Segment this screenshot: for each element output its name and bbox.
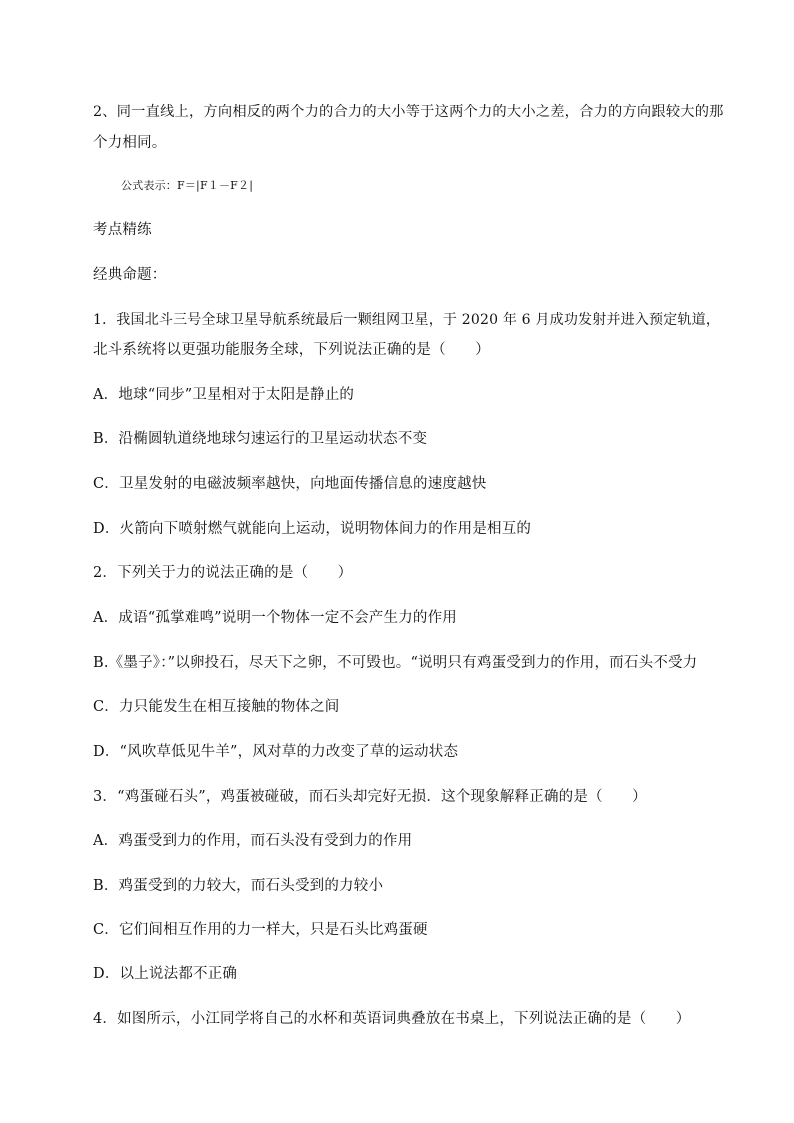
principle-line-1: 2、同一直线上，方向相反的两个力的合力的大小等于这两个力的大小之差，合力的方向跟较大的那 xyxy=(93,104,724,120)
question-1-option-b: B．沿椭圆轨道绕地球匀速运行的卫星运动状态不变 xyxy=(93,431,428,447)
question-2-option-d: D．“风吹草低见牛羊”，风对草的力改变了草的运动状态 xyxy=(93,744,459,760)
question-2: 2．下列关于力的说法正确的是（ ） xyxy=(93,565,353,581)
question-1-line-1: 1．我国北斗三号全球卫星导航系统最后一颗组网卫星，于 2020 年 6 月成功发射并进入预定轨道， xyxy=(93,312,721,328)
question-1-option-d: D．火箭向下喷射燃气就能向上运动，说明物体间力的作用是相互的 xyxy=(93,521,532,537)
question-3-option-c: C．它们间相互作用的力一样大，只是石头比鸡蛋硬 xyxy=(93,922,428,938)
question-2-option-b: B.《墨子》：”以卵投石，尽天下之卵，不可毁也。“说明只有鸡蛋受到力的作用，而石头不受力 xyxy=(93,655,698,671)
subsection-heading: 经典命题： xyxy=(93,267,167,283)
principle-line-2: 个力相同。 xyxy=(93,135,167,151)
formula-line: 公式表示：F＝|F１－F２| xyxy=(121,179,254,192)
question-2-option-a: A．成语“孤掌难鸣”说明一个物体一定不会产生力的作用 xyxy=(93,610,457,626)
question-1-option-c: C．卫星发射的电磁波频率越快，向地面传播信息的速度越快 xyxy=(93,476,487,492)
question-3: 3．“鸡蛋碰石头”，鸡蛋被碰破，而石头却完好无损．这个现象解释正确的是（ ） xyxy=(93,789,647,805)
question-2-option-c: C．力只能发生在相互接触的物体之间 xyxy=(93,699,340,715)
question-1-line-2: 北斗系统将以更强功能服务全球，下列说法正确的是（ ） xyxy=(93,342,490,358)
question-3-option-d: D．以上说法都不正确 xyxy=(93,966,238,982)
question-3-option-a: A．鸡蛋受到力的作用，而石头没有受到力的作用 xyxy=(93,833,413,849)
question-1-option-a: A．地球“同步”卫星相对于太阳是静止的 xyxy=(93,387,355,403)
question-3-option-b: B．鸡蛋受到的力较大，而石头受到的力较小 xyxy=(93,878,384,894)
section-heading: 考点精练 xyxy=(93,222,152,238)
question-4: 4．如图所示，小江同学将自己的水杯和英语词典叠放在书桌上，下列说法正确的是（ ） xyxy=(93,1011,691,1027)
